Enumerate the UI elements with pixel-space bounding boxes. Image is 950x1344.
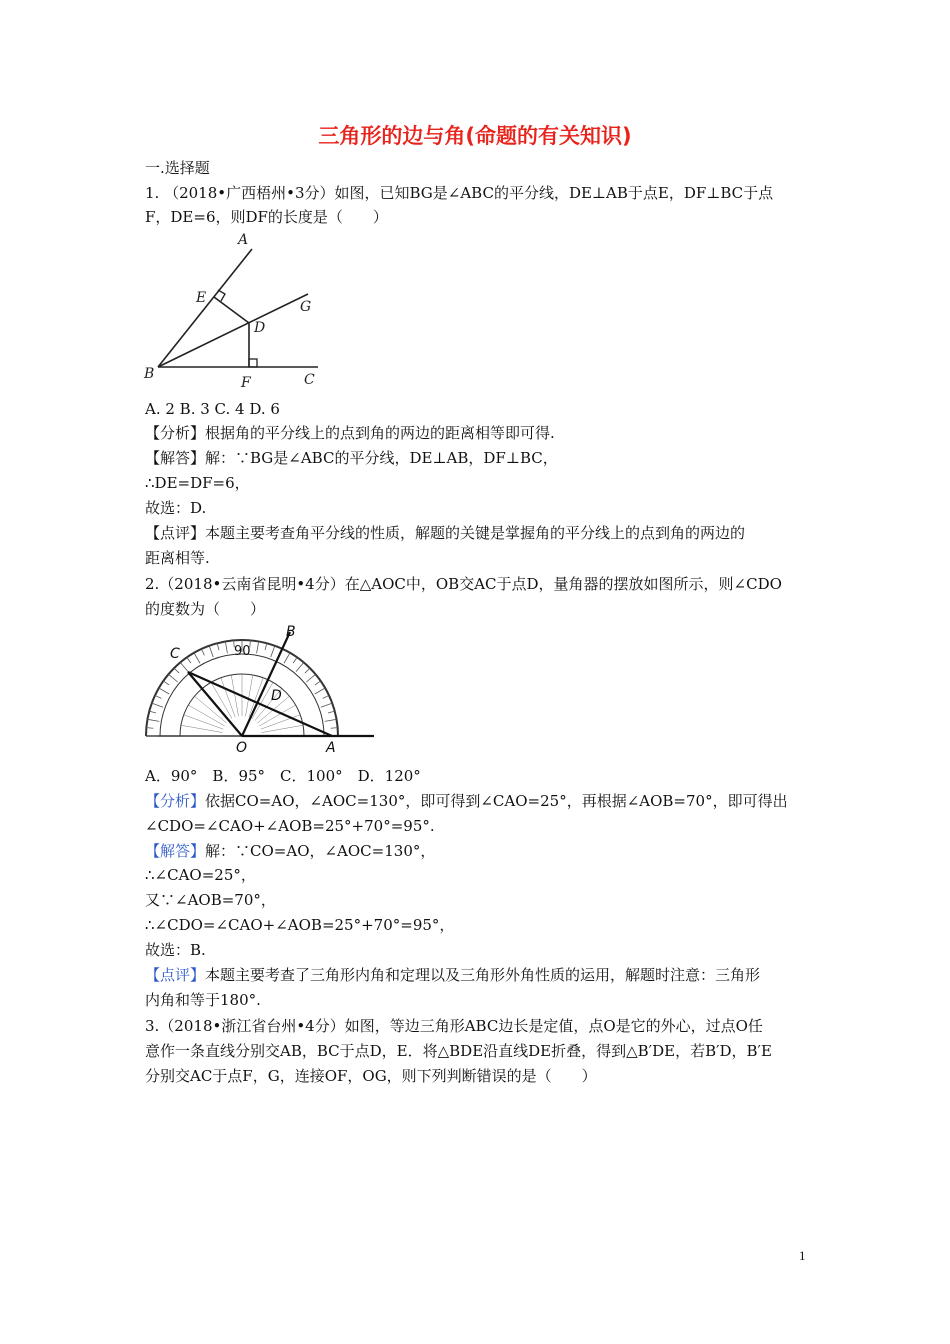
- protractor-tick: [155, 695, 161, 698]
- answer-tag: 【解答】: [145, 842, 206, 860]
- page-title: 三角形的边与角(命题的有关知识): [318, 124, 632, 148]
- q2-comment-line2: 内角和等于180°.: [145, 991, 261, 1009]
- protractor-tick: [328, 711, 335, 713]
- protractor-spoke: [261, 715, 300, 729]
- q1-answer-line3: 故选：D.: [145, 499, 207, 517]
- ray-bg: [158, 294, 308, 367]
- protractor-tick: [284, 653, 290, 663]
- q1-answer-line2: ∴DE=DF=6，: [145, 474, 250, 492]
- right-angle-mark-f: [249, 359, 257, 367]
- analysis-text: 依据CO=AO，∠AOC=130°，即可得到∠CAO=25°，再根据∠AOB=70°，即可得出: [205, 792, 788, 810]
- q2-analysis-line1: [145, 789, 788, 813]
- protractor-tick: [180, 662, 188, 671]
- comment-text: 本题主要考查了三角形内角和定理以及三角形外角性质的运用，解题时注意：三角形: [205, 966, 761, 984]
- q1-stem-line2: F，DE=6，则DF的长度是（ ）: [145, 208, 388, 226]
- protractor-tick: [315, 681, 321, 685]
- protractor-tick: [296, 662, 304, 671]
- protractor-tick: [159, 688, 169, 694]
- q3-stem-line3: 分别交AC于点F，G，连接OF，OG，则下列判断错误的是（ ）: [145, 1067, 597, 1085]
- protractor-tick: [325, 719, 337, 721]
- protractor-spoke: [245, 675, 252, 716]
- label-e: E: [196, 290, 207, 306]
- right-angle-mark-e: [218, 290, 225, 301]
- protractor-tick: [306, 674, 315, 682]
- q2-answer-line1: [145, 839, 435, 863]
- q2-comment-line1: [145, 963, 760, 987]
- protractor-tick: [174, 668, 179, 673]
- protractor-spoke: [249, 678, 263, 717]
- q2-answer-line5: 故选：B.: [145, 941, 206, 959]
- protractor-tick: [149, 711, 156, 713]
- q2-options: A．90° B．95° C．100° D．120°: [145, 767, 421, 785]
- q2-stem-line2: 的度数为（ ）: [145, 600, 266, 618]
- protractor-tick: [209, 646, 213, 657]
- section-heading: 一.选择题: [145, 159, 210, 177]
- q1-comment-line2: 距离相等.: [145, 549, 210, 567]
- label-c: C: [170, 646, 180, 662]
- protractor-spoke: [181, 725, 222, 732]
- protractor-tick: [257, 641, 259, 653]
- page-number: 1: [799, 1248, 806, 1263]
- protractor-tick: [146, 728, 153, 729]
- protractor-tick: [305, 668, 310, 673]
- protractor-tick: [147, 719, 159, 721]
- label-b: B: [286, 624, 296, 640]
- label-a: A: [238, 232, 249, 248]
- protractor-spoke: [252, 682, 273, 718]
- label-o: O: [236, 740, 248, 756]
- protractor-tick: [321, 703, 332, 707]
- label-a: A: [326, 740, 336, 756]
- comment-tag: 【点评】: [145, 966, 206, 984]
- protractor-spoke: [259, 705, 295, 726]
- q2-answer-line3: 又∵∠AOB=70°，: [145, 891, 276, 909]
- q1-stem-line1: 1. （2018•广西梧州•3分）如图，已知BG是∠ABC的平分线，DE⊥AB于点E，DF⊥BC于点: [145, 184, 774, 202]
- protractor-tick: [201, 649, 204, 655]
- segment-oc: [188, 672, 242, 736]
- protractor-tick: [168, 674, 177, 682]
- q2-answer-line4: ∴∠CDO=∠CAO+∠AOB=25°+70°=95°，: [145, 916, 455, 934]
- q2-stem-line1: 2.（2018•云南省昆明•4分）在△AOC中，OB交AC于点D，量角器的摆放如图所示，则∠CDO: [145, 575, 782, 593]
- q2-protractor-figure: [140, 622, 380, 758]
- analysis-tag: 【分析】: [145, 792, 206, 810]
- label-90: 90: [234, 644, 251, 659]
- segment-de: [214, 297, 249, 323]
- label-g: G: [300, 299, 312, 315]
- answer-text: 解：∵CO=AO，∠AOC=130°，: [205, 842, 436, 860]
- protractor-tick: [293, 657, 297, 663]
- q2-answer-line2: ∴∠CAO=25°，: [145, 866, 256, 884]
- ray-ba: [158, 249, 252, 367]
- label-c: C: [304, 372, 315, 388]
- q1-options: A. 2 B. 3 C. 4 D. 6: [145, 400, 280, 418]
- q1-comment-line1: 【点评】本题主要考查角平分线的性质，解题的关键是掌握角的平分线上的点到角的两边的: [145, 524, 746, 542]
- protractor-tick: [217, 643, 219, 650]
- protractor-tick: [331, 728, 338, 729]
- q3-stem-line2: 意作一条直线分别交AB，BC于点D，E．将△BDE沿直线DE折叠，得到△B′DE，若B′D，B′E: [145, 1042, 772, 1060]
- protractor-tick: [163, 681, 169, 685]
- protractor-tick: [315, 688, 325, 694]
- protractor-tick: [194, 653, 200, 663]
- protractor-tick: [271, 646, 275, 657]
- q2-analysis-line2: ∠CDO=∠CAO+∠AOB=25°+70°=95°.: [145, 817, 435, 835]
- q1-analysis: 【分析】根据角的平分线上的点到角的两边的距离相等即可得.: [145, 424, 555, 442]
- q1-figure: [140, 228, 340, 396]
- protractor-spoke: [231, 675, 238, 716]
- protractor-spoke: [262, 725, 303, 732]
- protractor-tick: [187, 657, 191, 663]
- protractor-tick: [225, 641, 227, 653]
- protractor-tick: [323, 695, 329, 698]
- segment-ca: [188, 672, 332, 736]
- protractor-tick: [152, 703, 163, 707]
- label-b: B: [144, 366, 155, 382]
- label-d: D: [271, 688, 282, 704]
- label-f: F: [241, 375, 251, 391]
- protractor-spoke: [221, 678, 235, 717]
- q3-stem-line1: 3.（2018•浙江省台州•4分）如图，等边三角形ABC边长是定值，点O是它的外心，过点O任: [145, 1017, 763, 1035]
- protractor-spoke: [184, 715, 223, 729]
- q1-answer-line1: 【解答】解：∵BG是∠ABC的平分线，DE⊥AB，DF⊥BC，: [145, 449, 558, 467]
- label-d: D: [254, 320, 266, 336]
- protractor-tick: [265, 643, 267, 650]
